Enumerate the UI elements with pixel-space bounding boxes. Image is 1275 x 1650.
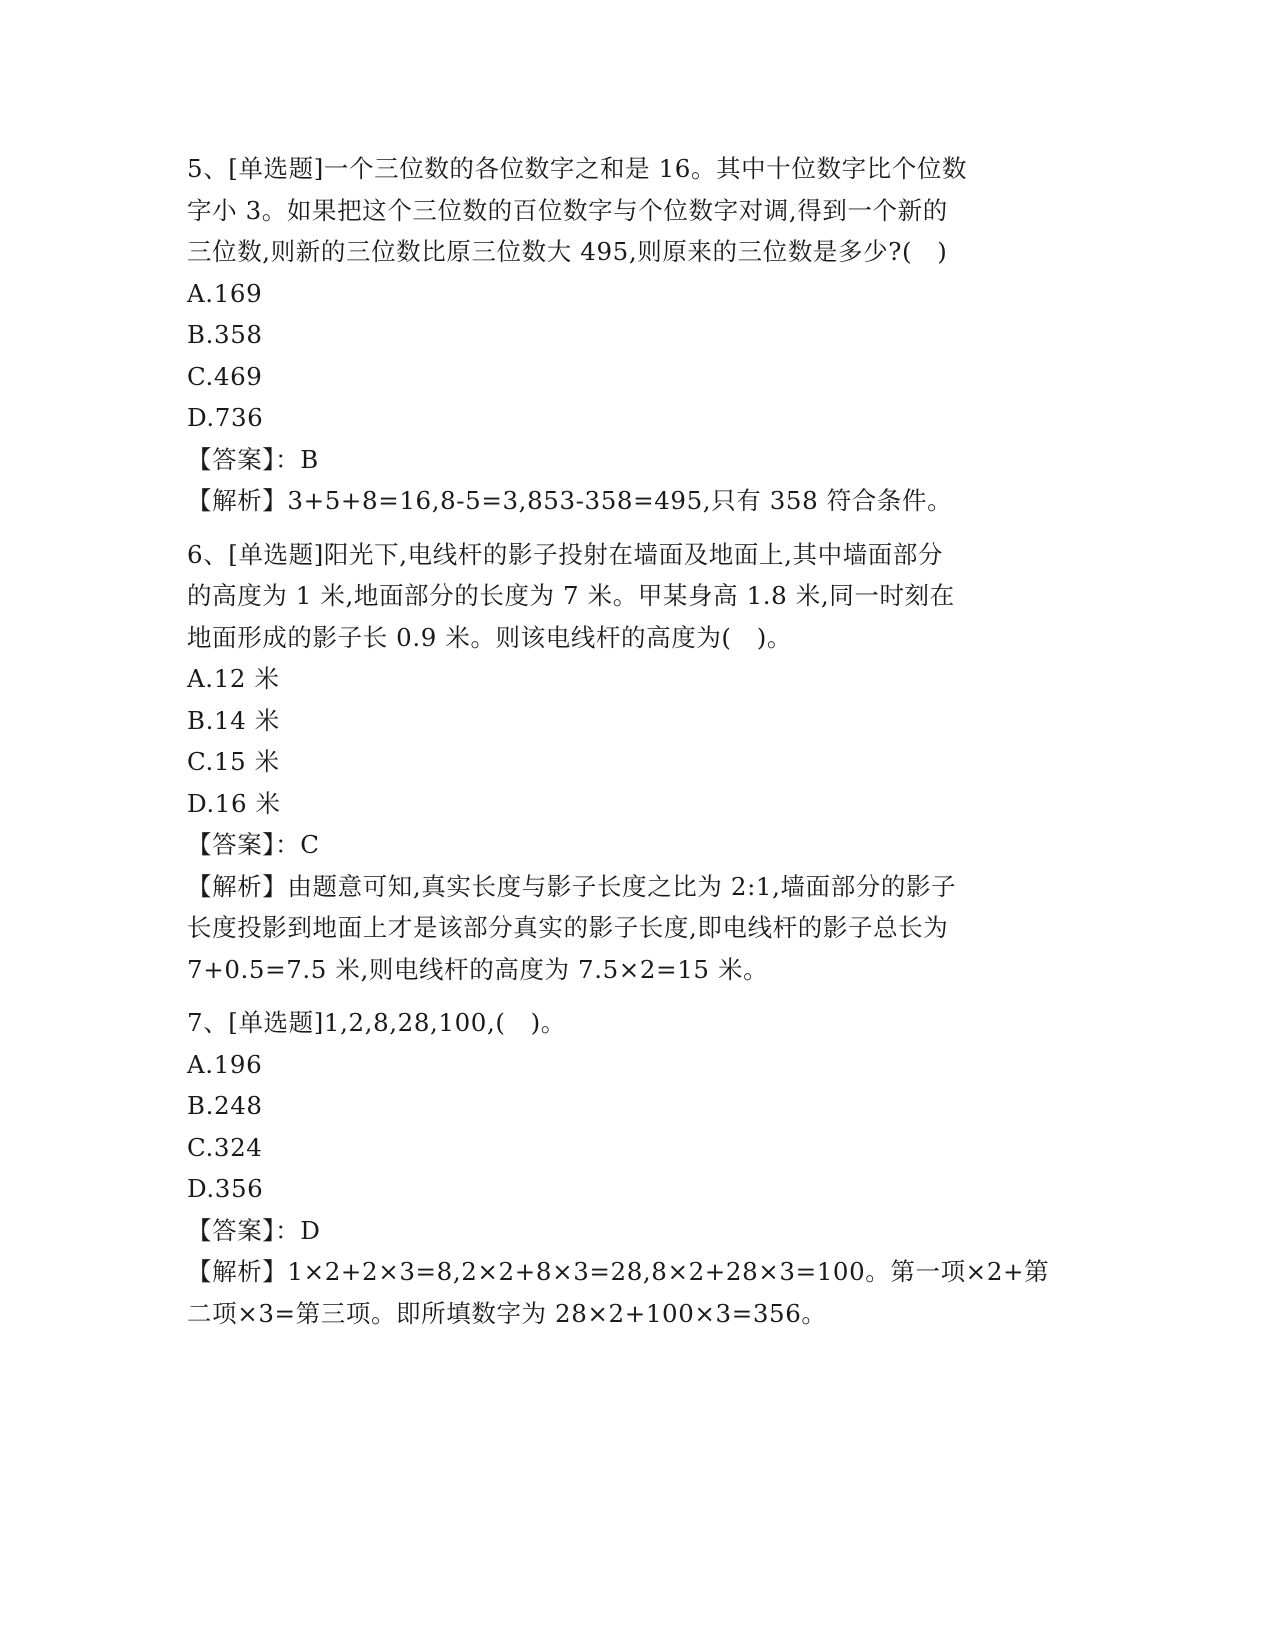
- option-letter: C.: [187, 361, 214, 391]
- analysis-line: [187, 866, 1087, 908]
- question-stem-text: 一个三位数的各位数字之和是 16。其中十位数字比个位数: [323, 154, 968, 183]
- option-b: [187, 700, 1087, 742]
- question-number: 7、: [187, 1008, 229, 1037]
- option-letter: C.: [187, 1132, 214, 1162]
- option-text: 358: [214, 320, 263, 349]
- question-type-tag: [单选题]: [228, 154, 324, 183]
- question-stem-line: [187, 1002, 1087, 1044]
- analysis-text: 由题意可知,真实长度与影子长度之比为 2:1,墙面部分的影子: [287, 871, 957, 901]
- analysis-line: 长度投影到地面上才是该部分真实的影子长度,即电线杆的影子总长为: [187, 913, 949, 942]
- answer-label: 【答案】: [187, 830, 276, 859]
- option-text: 169: [213, 278, 263, 308]
- analysis-line: [187, 1251, 1087, 1293]
- option-d: [187, 1168, 1087, 1210]
- option-c: [187, 741, 1087, 783]
- question-number: 6、: [187, 539, 229, 569]
- question-stem-line: [187, 148, 1087, 190]
- question-5: [187, 148, 1087, 522]
- answer-value: B: [300, 444, 319, 474]
- question-stem-text: 1,2,8,28,100,( )。: [323, 1008, 566, 1037]
- analysis-line: [187, 480, 1087, 522]
- option-letter: A.: [187, 278, 214, 308]
- analysis-text: 3+5+8=16,8-5=3,853-358=495,只有 358 符合条件。: [287, 486, 953, 515]
- option-letter: D.: [187, 788, 215, 818]
- option-text: 356: [214, 1174, 264, 1203]
- question-6: [187, 534, 1087, 991]
- option-c: [187, 1127, 1087, 1169]
- option-a: [187, 658, 1087, 700]
- option-text: 14 米: [214, 705, 280, 735]
- option-text: 16 米: [214, 788, 281, 818]
- option-letter: D.: [187, 403, 215, 432]
- option-a: [187, 273, 1087, 315]
- answer-separator: ：: [275, 444, 301, 474]
- option-letter: B.: [187, 705, 214, 735]
- option-letter: A.: [187, 664, 214, 693]
- question-number: 5、: [187, 154, 229, 183]
- question-stem-line: [187, 534, 1087, 576]
- answer-line: [187, 824, 1087, 866]
- question-list: [187, 148, 1087, 1346]
- analysis-label: 【解析】: [187, 486, 288, 515]
- option-letter: A.: [187, 1049, 214, 1079]
- option-text: 736: [214, 403, 264, 432]
- answer-value: D: [300, 1215, 321, 1245]
- analysis-text: 1×2+2×3=8,2×2+8×3=28,8×2+28×3=100。第一项×2+第: [287, 1257, 1050, 1286]
- option-a: [187, 1044, 1087, 1086]
- option-text: 12 米: [213, 664, 280, 693]
- answer-separator: ：: [275, 830, 301, 859]
- answer-label: 【答案】: [187, 444, 276, 474]
- option-letter: C.: [187, 747, 214, 776]
- analysis-line: 7+0.5=7.5 米,则电线杆的高度为 7.5×2=15 米。: [187, 954, 769, 984]
- question-7: [187, 1002, 1087, 1334]
- option-text: 196: [213, 1049, 263, 1079]
- question-stem-line: 地面形成的影子长 0.9 米。则该电线杆的高度为( )。: [187, 622, 792, 652]
- answer-label: 【答案】: [187, 1215, 276, 1245]
- answer-value: C: [300, 830, 320, 859]
- answer-separator: ：: [275, 1215, 301, 1245]
- option-d: [187, 783, 1087, 825]
- option-text: 15 米: [213, 747, 280, 776]
- option-b: [187, 314, 1087, 356]
- option-text: 469: [213, 361, 263, 391]
- option-letter: B.: [187, 1091, 214, 1120]
- option-c: [187, 356, 1087, 398]
- option-text: 248: [214, 1091, 263, 1120]
- analysis-line: 二项×3=第三项。即所填数字为 28×2+100×3=356。: [187, 1298, 827, 1328]
- question-type-tag: [单选题]: [228, 539, 324, 569]
- option-d: [187, 397, 1087, 439]
- option-letter: B.: [187, 320, 214, 349]
- option-text: 324: [213, 1132, 263, 1162]
- answer-line: [187, 439, 1087, 481]
- question-stem-line: 的高度为 1 米,地面部分的长度为 7 米。甲某身高 1.8 米,同一时刻在: [187, 581, 955, 610]
- analysis-label: 【解析】: [187, 1257, 288, 1286]
- question-stem-line: 三位数,则新的三位数比原三位数大 495,则原来的三位数是多少?( ): [187, 237, 948, 266]
- question-stem-line: 字小 3。如果把这个三位数的百位数字与个位数字对调,得到一个新的: [187, 195, 948, 225]
- analysis-label: 【解析】: [187, 871, 288, 901]
- option-letter: D.: [187, 1174, 215, 1203]
- answer-line: [187, 1210, 1087, 1252]
- option-b: [187, 1085, 1087, 1127]
- question-type-tag: [单选题]: [228, 1008, 324, 1037]
- question-stem-text: 阳光下,电线杆的影子投射在墙面及地面上,其中墙面部分: [323, 539, 944, 569]
